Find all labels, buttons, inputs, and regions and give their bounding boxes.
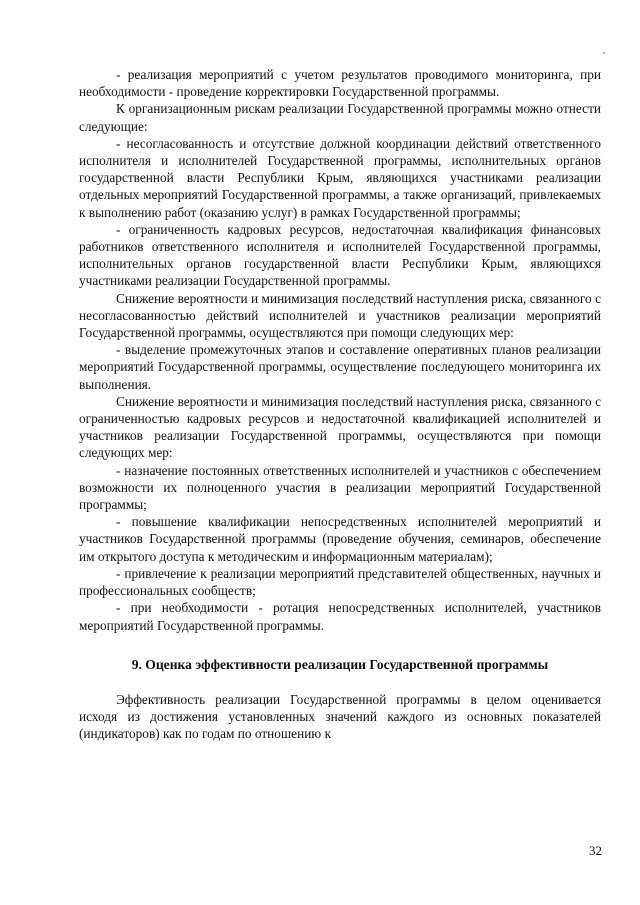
paragraph: - ограниченность кадровых ресурсов, недостаточная квалификация финансовых работников ответственного исполнителя и исполнителей Государственной программы, исполнительных органов государственной власти Республики Крым, являющихся участниками реализации Государственной программы. <box>79 221 601 289</box>
paragraph: Эффективность реализации Государственной программы в целом оценивается исходя из достижения установленных значений каждого из основных показателей (индикаторов) как по годам по отношению к <box>79 691 601 742</box>
section-heading: 9. Оценка эффективности реализации Государственной программы <box>131 656 549 672</box>
paragraph: - привлечение к реализации мероприятий представителей общественных, научных и профессиональных сообществ; <box>79 565 601 599</box>
paragraph: - назначение постоянных ответственных исполнителей и участников с обеспечением возможности их полноценного участия в реализации мероприятий Государственной программы; <box>79 462 601 513</box>
paragraph: Снижение вероятности и минимизация последствий наступления риска, связанного с ограниченностью кадровых ресурсов и недостаточной квалификацией исполнителей и участников реализации Государственной программы, осуществляются при помощи следующих мер: <box>79 393 601 461</box>
paragraph: - несогласованность и отсутствие должной координации действий ответственного исполнителя и исполнителей Государственной программы, исполнительных органов государственной власти Республики Крым, являющихся участниками реализации отдельных мероприятий Государственной программы, а также организаций, привлекаемых к выполнению работ (оказанию услуг) в рамках Государственной программы; <box>79 135 601 220</box>
paragraph: - при необходимости - ротация непосредственных исполнителей, участников мероприятий Государственной программы. <box>79 600 601 633</box>
paragraph: - повышение квалификации непосредственных исполнителей мероприятий и участников Государственной программы (проведение обучения, семинаров, обеспечение им открытого доступа к методическим и информационным материалам); <box>79 514 601 564</box>
page-number: 32 <box>589 843 602 858</box>
paragraph: - реализация мероприятий с учетом результатов проводимого мониторинга, при необходимости - проведение корректировки Государственной программы. <box>79 67 601 100</box>
scan-speck <box>603 52 605 54</box>
page-content <box>79 66 601 742</box>
paragraph: Снижение вероятности и минимизация последствий наступления риска, связанного с несогласованностью действий исполнителей и участников реализации мероприятий Государственной программы, осуществляются при помощи следующих мер: <box>79 290 601 341</box>
paragraph: - выделение промежуточных этапов и составление оперативных планов реализации мероприятий Государственной программы, осуществление последующего мониторинга их выполнения. <box>79 342 601 392</box>
paragraph: К организационным рискам реализации Государственной программы можно отнести следующие: <box>79 101 601 134</box>
